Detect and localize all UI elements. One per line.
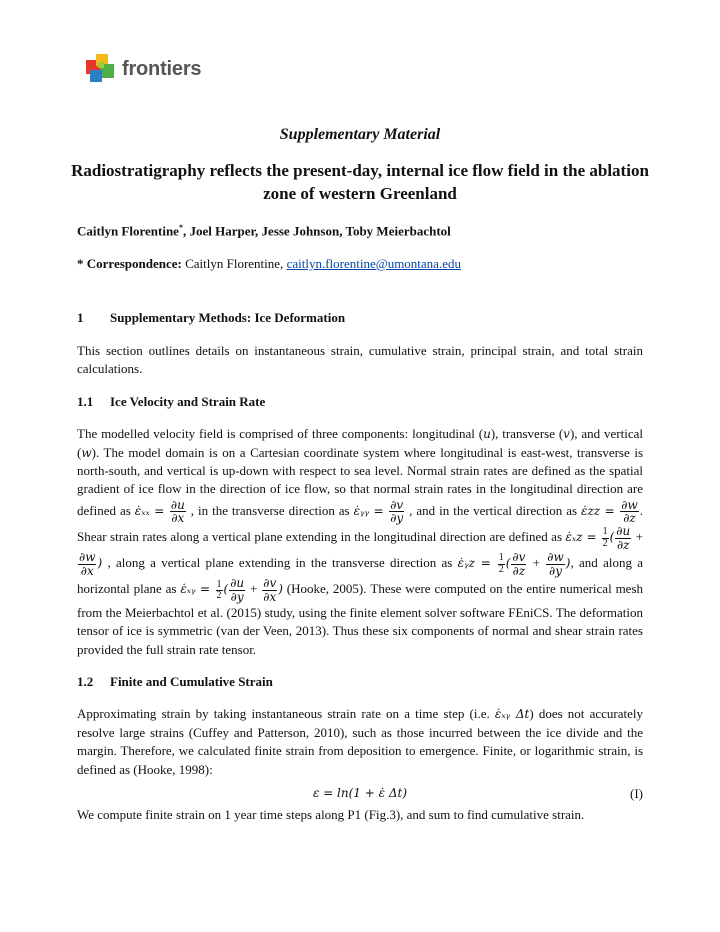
correspondence <box>77 255 643 273</box>
equation-finite-strain <box>77 785 643 802</box>
frac-du-dx: $\frac{\partial u}{\partial x}$ <box>170 497 185 526</box>
frac-dv-dy: $\frac{\partial v}{\partial y}$ <box>390 497 404 526</box>
author-list <box>77 222 643 241</box>
strain-xz: ε̇ₓz = <box>565 530 601 545</box>
section-1-number: 1 <box>77 310 84 326</box>
strain-xy: ε̇ₓᵧ = <box>180 582 215 597</box>
frac-dw-dz: $\frac{\partial w}{\partial z}$ <box>621 497 638 526</box>
section-1-heading <box>77 309 643 327</box>
frontiers-cubes-icon <box>84 52 118 86</box>
strain-zz: ε̇zz = <box>581 503 620 518</box>
document-body <box>77 222 643 825</box>
section-1-1-number: 1.1 <box>77 393 94 409</box>
correspondence-label: * Correspondence: <box>77 255 182 271</box>
section-1-intro: This section outlines details on instantaneous strain, cumulative strain, principal strain, and total strain calculations. <box>77 342 643 377</box>
author-mark: * <box>178 223 183 232</box>
correspondence-name: Caitlyn Florentine, <box>181 255 287 271</box>
section-1-1-title: Ice Velocity and Strain Rate <box>110 393 266 409</box>
paper-title: Radiostratigraphy reflects the present-day, internal ice flow field in the ablation zone of western Greenland <box>71 161 649 203</box>
section-1-2-paragraph: Approximating strain by taking instantaneous strain rate on a time step (i.e. ε̇ₓᵧ Δt) does not accurately resolve large strains (Cuffey and Patterson, 2010), such as those incurred between the ice divide and the margin. Therefore, we calculated finite strain from deposition to emergence. Finite, or logarithmic strain, is defined as (Hooke, 1998): <box>77 706 643 777</box>
frontiers-logo <box>84 52 201 86</box>
section-1-1-heading <box>77 393 643 411</box>
author-rest: , Joel Harper, Jesse Johnson, Toby Meierbachtol <box>182 223 451 239</box>
strain-approx: ε̇ₓᵧ Δt <box>494 707 530 722</box>
section-1-2-title: Finite and Cumulative Strain <box>110 673 273 689</box>
strain-yz: ε̇ᵧz = <box>457 556 497 571</box>
strain-yy: ε̇ᵧᵧ = <box>353 503 389 518</box>
equation-number: (I) <box>630 786 643 802</box>
section-1-2-heading <box>77 673 643 691</box>
section-1-1-paragraph: The modelled velocity field is comprised of three components: longitudinal (u), transverse (v), and vertical (w). The model domain is on a Cartesian coordinate system where longitudinal is east-west, transverse is north-south, and vertical is up-down with respect to sea level. Normal strain rates are defined as the spatial gradient of ice flow in the direction of ice flow, so that normal strain rates in the longitudinal direction are defined as ε̇ₓₓ = $\frac{\partial u}{\partial x}$ , in the transverse direction as ε̇ᵧᵧ = $\frac{\partial v}{\partial y}$ , and in the vertical direction as ε̇zz = $\frac{\partial w}{\partial z}$ . Shear strain rates along a vertical plane extending in the longitudinal direction are defined as ε̇ₓz = $\frac{1}{2}$ ( $\frac{\partial u}{\partial z}$ + $\frac{\partial w}{\partial x}$ ) , along a vertical plane extending in the transverse direction as ε̇ᵧz = $\frac{1}{2}$ ( $\frac{\partial v}{\partial z}$ + $\frac{\partial w}{\partial y}$ ), and along a horizontal plane as ε̇ₓᵧ = $\frac{1}{2}$ ( $\frac{\partial u}{\partial y}$ + $\frac{\partial v}{\partial x}$ ) (Hooke, 2005). These were computed on the entire numerical mesh from the Meierbachtol et al. (2015) study, using the finite element solver software FEniCS. The deformation tensor of ice is symmetric (van der Veen, 2013). Thus these six components of normal and shear strain rates provided the full strain rate tensor. <box>77 426 644 657</box>
strain-xx: ε̇ₓₓ = <box>134 503 169 518</box>
section-1-2-number: 1.2 <box>77 673 94 689</box>
email-link[interactable]: caitlyn.florentine@umontana.edu <box>286 255 461 271</box>
logo-text: frontiers <box>122 57 202 80</box>
section-1-title: Supplementary Methods: Ice Deformation <box>110 310 346 326</box>
section-1-2-paragraph-2: We compute finite strain on 1 year time steps along P1 (Fig.3), and sum to find cumulative strain. <box>77 807 585 823</box>
author-first: Caitlyn Florentine <box>77 223 179 239</box>
supplementary-heading: Supplementary Material <box>279 126 441 143</box>
equation-text: ε = ln(1 + ε̇ Δt) <box>312 786 408 801</box>
